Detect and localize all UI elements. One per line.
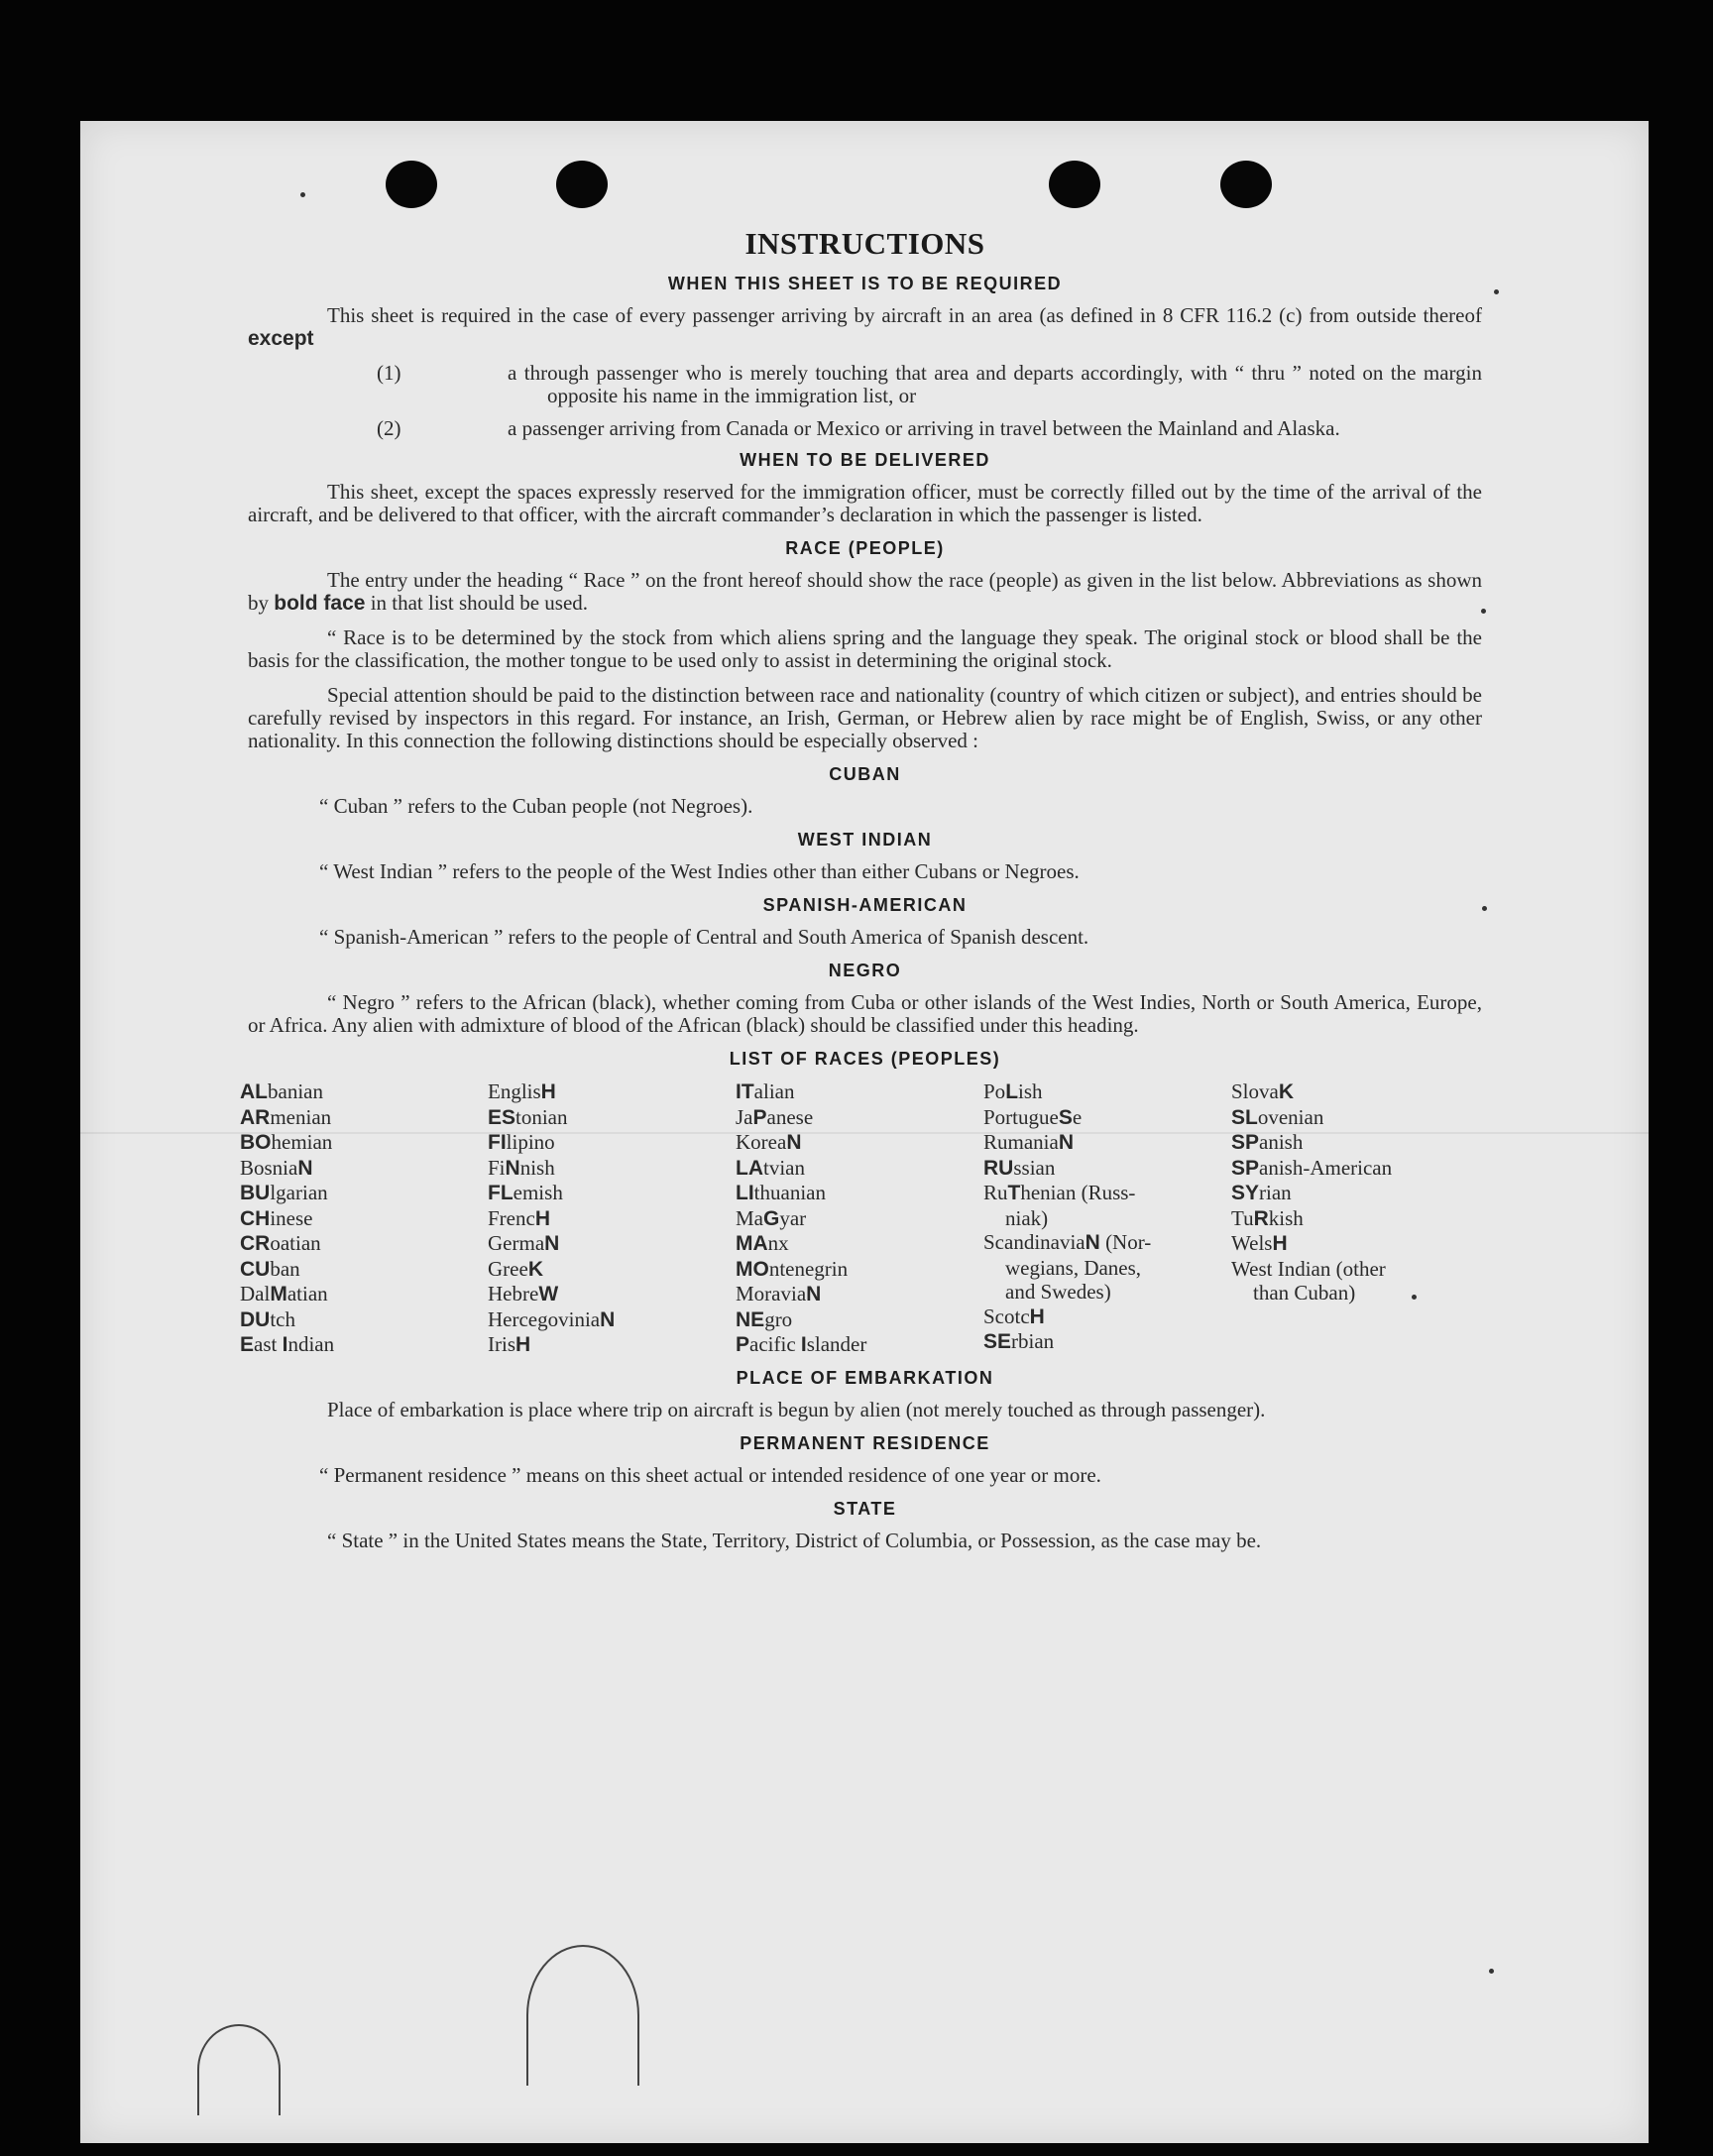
race-entry [488,1181,736,1206]
race-text: yar [779,1205,807,1230]
race-abbrev: H [1029,1305,1045,1328]
speck [1489,1969,1494,1974]
page-title: INSTRUCTIONS [744,226,985,261]
race-entry [240,1181,488,1206]
race-abbrev: E [240,1333,255,1356]
race-entry [488,1257,736,1283]
race-abbrev: N [600,1307,616,1331]
race-text: Ma [736,1205,763,1230]
race-entry [488,1332,736,1358]
race-entry [1231,1206,1479,1232]
race-entry [488,1079,736,1105]
race-abbrev: N [1085,1231,1100,1254]
race-entry [488,1307,736,1333]
paragraph: Special attention should be paid to the distinction between race and nationality (country of which citizen or subject), and entries should be carefully revised by inspectors in this regard. For instance, an Irish, German, or Hebrew alien by race might be of English, Swiss, or any other nationality. In this connection the following distinctions should be especially observed : [248,683,1482,752]
race-text: Rumania [983,1130,1059,1154]
race-abbrev: P [752,1105,767,1129]
item-number: (1) [377,361,401,385]
speck [1494,289,1499,294]
paragraph-text: in that list should be used. [370,591,589,615]
race-entry [983,1181,1231,1206]
race-entry [736,1332,983,1358]
races-list [240,1079,1489,1358]
race-abbrev: N [806,1283,822,1305]
race-entry [736,1156,983,1182]
race-text: Korea [736,1130,787,1154]
race-entry [736,1181,983,1206]
race-abbrev: CH [240,1206,271,1230]
race-text: West Indian (other [1231,1256,1386,1281]
races-column [736,1079,983,1358]
race-abbrev: H [540,1080,556,1103]
races-column [983,1079,1231,1358]
race-entry [240,1257,488,1283]
race-entry [1231,1181,1479,1206]
race-abbrev: BU [240,1182,271,1204]
race-abbrev: FI [488,1131,507,1154]
race-abbrev: H [534,1206,550,1230]
race-text: ast [254,1332,283,1356]
punch-hole [556,161,608,208]
race-text: Portugue [983,1104,1059,1129]
section-heading: RACE (PEOPLE) [785,538,945,558]
race-text: nx [767,1231,789,1255]
race-text: rbian [1011,1329,1055,1353]
race-entry [488,1105,736,1131]
race-entry [983,1305,1231,1330]
paragraph: “ State ” in the United States means the State, Territory, District of Columbia, or Possession, as the case may be. [327,1528,1262,1552]
paper-tear [197,2024,281,2115]
race-text: ovenian [1257,1104,1324,1129]
race-abbrev: N [1058,1131,1074,1154]
race-text: ish [1018,1079,1043,1103]
speck [300,192,305,197]
race-abbrev: L [1005,1080,1019,1103]
race-text: lgarian [270,1181,328,1204]
race-entry [983,1329,1231,1355]
item-number: (2) [377,416,401,440]
race-entry [488,1156,736,1182]
race-entry [240,1079,488,1105]
race-abbrev: I [282,1333,288,1356]
race-entry [1231,1130,1479,1156]
list-item [248,362,1482,407]
race-text: menian [270,1104,332,1129]
race-entry [240,1332,488,1358]
race-text: anish [1259,1130,1304,1154]
race-abbrev: LA [736,1156,763,1180]
race-text: Dal [240,1282,271,1305]
race-abbrev: R [1253,1206,1269,1230]
race-text: ban [270,1256,300,1281]
race-text: tvian [763,1155,805,1180]
race-text: ndian [287,1332,335,1356]
race-text: inese [270,1205,313,1230]
race-abbrev: MO [736,1257,769,1281]
race-abbrev: S [1058,1105,1073,1129]
races-column [488,1079,736,1358]
race-abbrev: MA [736,1232,768,1255]
race-text: Gree [488,1256,528,1281]
race-text: atian [286,1282,328,1305]
bold-text: except [248,327,314,350]
race-text: acific [749,1332,801,1356]
race-entry [488,1206,736,1232]
race-entry [736,1257,983,1283]
race-abbrev: G [763,1206,780,1230]
race-entry [1231,1231,1479,1257]
race-entry [240,1105,488,1131]
race-entry [240,1231,488,1257]
item-text: a passenger arriving from Canada or Mexico or arriving in travel between the Mainland and Alaska. [508,416,1340,440]
race-text: Ru [983,1181,1008,1204]
punch-hole [1220,161,1272,208]
section-heading: SPANISH-AMERICAN [762,895,968,915]
race-text: oatian [270,1231,321,1255]
race-text: Wels [1231,1231,1273,1255]
race-entry [488,1231,736,1257]
race-abbrev: N [786,1131,802,1154]
race-entry [1231,1257,1479,1282]
race-text: kish [1268,1205,1304,1230]
race-abbrev: SP [1231,1131,1260,1154]
paper-tear [526,1945,639,2086]
race-entry [1231,1156,1479,1182]
race-text: gro [764,1306,793,1331]
race-text: hemian [271,1130,333,1154]
bold-text: bold face [274,592,366,615]
races-column [1231,1079,1479,1358]
race-abbrev: CR [240,1232,271,1255]
race-entry [983,1130,1231,1156]
race-abbrev: LI [736,1182,754,1204]
race-text: Frenc [488,1205,535,1230]
race-text: niak) [1005,1205,1049,1230]
race-entry [983,1230,1231,1256]
race-text: emish [513,1181,563,1204]
race-text: Germa [488,1231,545,1255]
race-text: and Swedes) [1005,1280,1111,1304]
race-entry [240,1156,488,1182]
race-text: henian (Russ- [1020,1181,1136,1204]
race-text: e [1072,1104,1083,1129]
race-text: Slova [1231,1079,1279,1103]
race-text: ntenegrin [768,1256,849,1281]
race-text: tonian [515,1104,568,1129]
race-abbrev: T [1007,1182,1021,1204]
race-abbrev: RU [983,1156,1014,1180]
section-heading: PERMANENT RESIDENCE [740,1432,990,1453]
race-entry [488,1130,736,1156]
race-text: Moravia [736,1282,807,1305]
race-text: Iris [488,1332,515,1356]
race-text: than Cuban) [1253,1281,1356,1305]
race-text: slander [806,1332,867,1356]
paragraph: This sheet, except the spaces expressly reserved for the immigration officer, must be correctly filled out by the time of the arrival of the aircraft, and be delivered to that officer, with the aircraft commander’s declaration in which the passenger is listed. [248,480,1482,526]
paragraph [248,304,1482,350]
race-abbrev: N [505,1156,520,1180]
race-entry [736,1206,983,1232]
race-entry [1231,1079,1479,1105]
race-abbrev: SE [983,1330,1012,1353]
race-abbrev: ES [488,1105,516,1129]
race-abbrev: N [297,1156,313,1180]
race-text: Bosnia [240,1155,298,1180]
race-text: banian [268,1079,323,1103]
paragraph: Place of embarkation is place where trip on aircraft is begun by alien (not merely touched as through passenger). [327,1397,1266,1421]
paragraph-text: The entry under the heading “ Race ” on the front hereof should show the race (people) as given in the list below. Abbreviations as shown by [248,568,1482,615]
race-abbrev: SY [1231,1182,1260,1204]
list-item [248,417,1482,440]
race-entry [240,1206,488,1232]
race-abbrev: AR [240,1105,271,1129]
races-column [240,1079,488,1358]
race-text: nish [519,1155,555,1180]
race-entry [983,1156,1231,1182]
race-entry [983,1079,1231,1105]
section-heading: WEST INDIAN [797,830,933,850]
race-entry [736,1105,983,1131]
section-heading: STATE [833,1498,897,1519]
race-text: anish-American [1259,1155,1393,1180]
definition-text: “ Permanent residence ” means on this sheet actual or intended residence of one year or more. [319,1462,1101,1487]
race-abbrev: DU [240,1307,271,1331]
race-entry [1231,1281,1479,1305]
race-entry [736,1079,983,1105]
race-text: ssian [1013,1155,1056,1180]
instructions-content [240,226,1482,1564]
race-text: rian [1259,1181,1292,1204]
race-abbrev: SL [1231,1105,1258,1129]
section-heading: WHEN THIS SHEET IS TO BE REQUIRED [667,274,1063,293]
section-heading: PLACE OF EMBARKATION [736,1367,994,1388]
race-entry [983,1256,1231,1281]
race-text: Hebre [488,1282,539,1305]
paragraph-text: This sheet is required in the case of every passenger arriving by aircraft in an area (as defined in 8 CFR 116.2 (c) from outside thereof [327,303,1482,327]
paragraph: “ Negro ” refers to the African (black), whether coming from Cuba or other islands of the West Indies, North or South America, Europe, or Africa. Any alien with admixture of blood of the African (black) should be classified under this heading. [248,990,1482,1037]
race-abbrev: H [1272,1232,1288,1255]
item-text: a through passenger who is merely touching that area and departs accordingly, with “ thru ” noted on the margin opposite his name in the immigration list, or [508,361,1482,407]
race-abbrev: M [270,1283,287,1305]
definition-text: “ West Indian ” refers to the people of the West Indies other than either Cubans or Negroes. [319,859,1080,883]
section-heading: NEGRO [828,961,902,980]
race-abbrev: K [527,1257,543,1281]
race-text: wegians, Danes, [1005,1255,1142,1280]
race-text: lipino [506,1130,555,1154]
race-entry [983,1206,1231,1231]
race-entry [240,1307,488,1333]
race-abbrev: FL [488,1182,514,1204]
race-entry [736,1231,983,1257]
race-entry [488,1282,736,1307]
race-entry [983,1280,1231,1305]
race-abbrev: NE [736,1307,765,1331]
race-entry [1231,1105,1479,1131]
race-abbrev: K [1278,1080,1295,1103]
section-heading: LIST OF RACES (PEOPLES) [729,1049,1001,1069]
race-text: Fi [488,1155,506,1180]
race-text: Tu [1231,1205,1254,1230]
race-text: Scotc [983,1304,1030,1328]
punch-hole [1049,161,1100,208]
race-entry [736,1282,983,1307]
race-entry [736,1307,983,1333]
definition-text: “ Spanish-American ” refers to the people of Central and South America of Spanish descent. [319,925,1089,949]
section-heading: CUBAN [829,764,901,784]
race-abbrev: BO [240,1131,272,1154]
race-abbrev: N [544,1232,560,1255]
race-abbrev: IT [736,1080,754,1103]
race-entry [983,1105,1231,1131]
race-text: Po [983,1079,1006,1103]
race-abbrev: I [800,1333,807,1356]
race-text: tch [270,1306,295,1331]
paragraph: “ Race is to be determined by the stock from which aliens spring and the language they speak. The original stock or blood shall be the basis for the classification, the mother tongue to be used only to assist in determining the original stock. [248,625,1482,672]
race-entry [240,1282,488,1307]
section-heading: WHEN TO BE DELIVERED [740,450,990,470]
race-abbrev: SP [1231,1156,1260,1180]
race-text: Englis [488,1079,541,1103]
race-abbrev: W [538,1283,559,1305]
race-abbrev: H [515,1333,531,1356]
definition-text: “ Cuban ” refers to the Cuban people (not Negroes). [319,794,753,818]
race-abbrev: P [736,1333,750,1356]
race-text: (Nor- [1099,1230,1152,1254]
speck [1482,906,1487,911]
race-abbrev: AL [240,1080,268,1103]
race-text: thuanian [753,1181,826,1204]
race-entry [736,1130,983,1156]
race-text: Hercegovinia [488,1306,601,1331]
race-text: Scandinavia [983,1230,1085,1254]
paragraph [248,569,1482,615]
race-text: alian [753,1079,795,1103]
race-abbrev: CU [240,1257,271,1281]
race-text: Ja [736,1104,753,1129]
punch-hole [386,161,437,208]
race-text: anese [766,1104,814,1129]
race-entry [240,1130,488,1156]
